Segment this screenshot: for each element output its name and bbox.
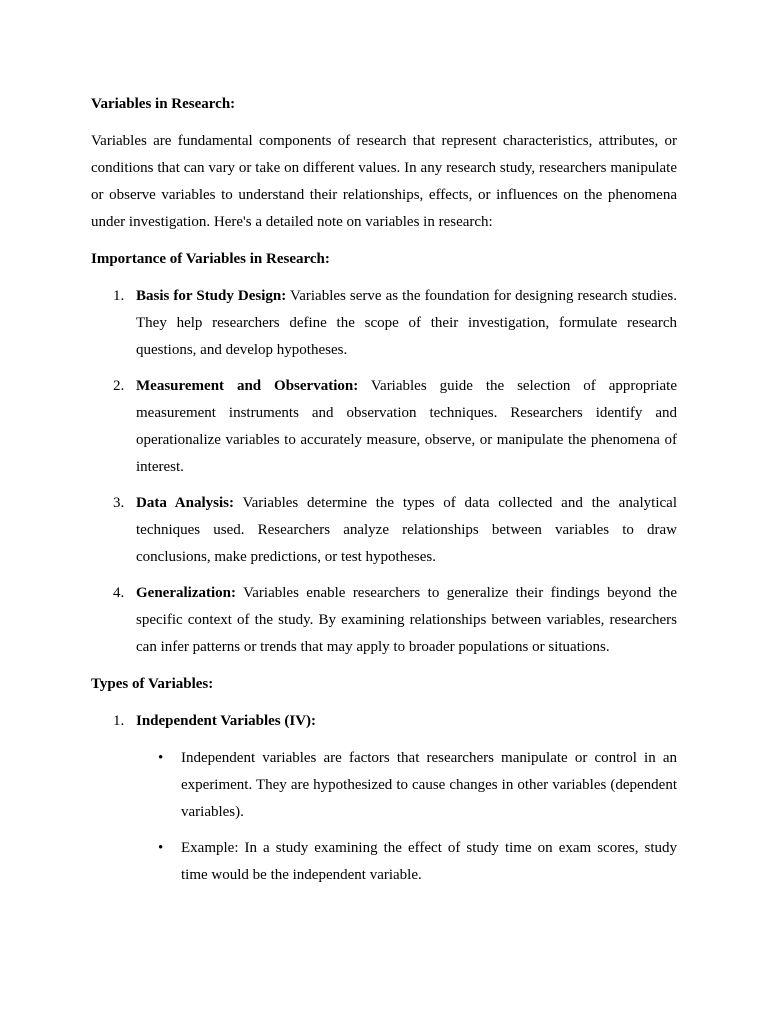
importance-item xyxy=(91,283,677,364)
item-number: 4. xyxy=(113,585,125,601)
bullet-item xyxy=(136,745,677,826)
bullet-icon: • xyxy=(158,750,164,766)
item-number: 3. xyxy=(113,495,125,511)
bullet-icon: • xyxy=(158,840,164,856)
bullet-list xyxy=(136,745,677,889)
document-title: Variables in Research: xyxy=(91,96,236,112)
item-title: Generalization: xyxy=(136,585,236,601)
types-list xyxy=(91,708,677,889)
bullet-item xyxy=(136,835,677,889)
intro-paragraph: Variables are fundamental components of research that represent characteristics, attributes, or conditions that can vary or take on different values. In any research study, researchers manipulate or observe variables to understand their relationships, effects, or influences on the phenomena under investigation. Here's a detailed note on variables in research: xyxy=(91,133,677,230)
item-title: Measurement and Observation: xyxy=(136,378,359,394)
importance-item xyxy=(91,580,677,661)
bullet-text: Example: In a study examining the effect of study time on exam scores, study time would be the independent variable. xyxy=(181,840,677,883)
types-item xyxy=(91,708,677,889)
item-text: Variables enable researchers to generalize their findings beyond the specific context of the study. By examining relationships between variables, researchers can infer patterns or trends that may apply to broader populations or situations. xyxy=(136,585,677,655)
types-heading: Types of Variables: xyxy=(91,676,214,692)
item-title: Basis for Study Design: xyxy=(136,288,287,304)
bullet-text: Independent variables are factors that researchers manipulate or control in an experiment. They are hypothesized to cause changes in other variables (dependent variables). xyxy=(181,750,677,820)
item-text: Variables serve as the foundation for designing research studies. They help researchers define the scope of their investigation, formulate research questions, and develop hypotheses. xyxy=(136,288,677,358)
item-title: Data Analysis: xyxy=(136,495,234,511)
importance-list xyxy=(91,283,677,661)
item-number: 2. xyxy=(113,378,125,394)
importance-item xyxy=(91,373,677,481)
document-page xyxy=(91,91,677,899)
importance-item xyxy=(91,490,677,571)
item-title: Independent Variables (IV): xyxy=(136,713,317,729)
item-number: 1. xyxy=(113,713,125,729)
item-text: Variables determine the types of data collected and the analytical techniques used. Researchers analyze relationships between variables to draw conclusions, make predictions, or test hypotheses. xyxy=(136,495,677,565)
item-text: Variables guide the selection of appropriate measurement instruments and observation techniques. Researchers identify and operationalize variables to accurately measure, observe, or manipulate the phenomena of interest. xyxy=(136,378,677,475)
item-number: 1. xyxy=(113,288,125,304)
importance-heading: Importance of Variables in Research: xyxy=(91,251,330,267)
